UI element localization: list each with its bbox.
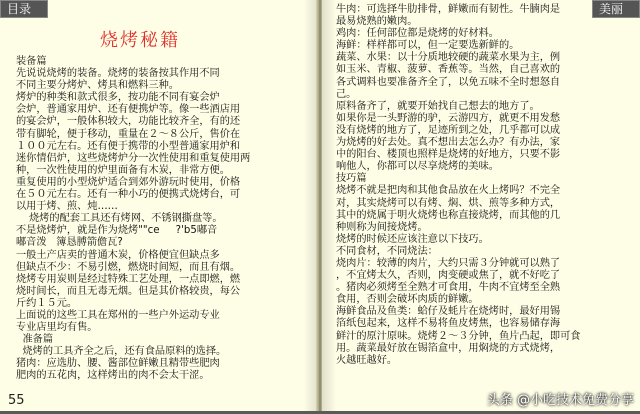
- text-line: 烧烤不就是把肉和其他食品放在火上烤吗？不完全: [336, 185, 561, 197]
- back-tab[interactable]: 美丽: [592, 0, 640, 18]
- text-line: 嘟音泼 簿恳膊箭儋瓦?: [16, 237, 123, 249]
- text-line: 如果你是一头野游的驴，云游四方，就更不用发愁: [336, 112, 561, 124]
- text-line: 烧烤的配套工具还有烤网、不锈钢撕盘等。: [16, 213, 223, 225]
- text-line: 为烧烤的好去处。真不想出去怎么办？有办法，家: [336, 137, 561, 149]
- text-line: 专业店里均有售。: [16, 322, 98, 334]
- watermark: 头条 @小吃技术免费分享: [486, 393, 634, 408]
- text-line: 最易烧熟的嫩肉。: [336, 16, 418, 28]
- text-line: 技巧篇: [336, 173, 367, 185]
- text-line: 烧烤的工具齐全之后，还有食品原料的选择。: [16, 346, 227, 358]
- text-line: 带有脚轮，便于移动，重量在２～８公斤，售价在: [16, 128, 241, 140]
- text-line: 如玉米、青椒、菠萝、香蕉等。当然，自己喜欢的: [336, 64, 561, 76]
- text-line: 装备篇: [16, 56, 47, 67]
- text-line: 没有烧烤的地方了，足迹所到之处，几乎都可以成: [336, 124, 561, 136]
- text-line: 对，其实烧烤可以有烤、焖、烘、煎等多种方式，: [336, 197, 561, 209]
- text-line: 鸡肉：任何部位都是烧烤的好材料。: [336, 28, 499, 40]
- text-line: 会炉，普通家用炉、还有便携炉等。像一些酒店用: [16, 104, 241, 116]
- text-line: １００元左右。还有便于携带的小型普通家用炉和: [16, 140, 241, 152]
- text-line: 烧烤的时候还应该注意以下技巧。: [336, 233, 489, 245]
- text-line: 烧烤专用炭则是经过特殊工艺处理，一点即燃，燃: [16, 273, 241, 285]
- text-line: 用。蔬菜最好放在锡箔盒中，用焖烧的方式烧烤，: [336, 342, 561, 354]
- text-line: 中的阳台、楼顶也照样是烧烤的好地方，只要不影: [336, 149, 561, 161]
- text-line: 准备篇: [16, 334, 54, 346]
- text-line: 以用于烤、煎、炖……: [16, 201, 118, 213]
- text-line: 箔纸包起来，这样不易将鱼皮烤焦，也容易储存海: [336, 318, 561, 330]
- text-line: 斤约１５元。: [16, 297, 78, 309]
- text-line: ，不宜烤太久，否则，肉变硬或焦了，就不好吃了: [336, 270, 561, 282]
- text-line: 种则称为间接烧烤。: [336, 221, 428, 233]
- text-line: 先说说烧烤的装备。烧烤的装备按其作用不同: [16, 68, 220, 80]
- text-line: 种，一次性使用的炉里面备有木炭，非常方便。: [16, 164, 230, 176]
- text-line: 不同主要分烤炉、烤具和燃料三种。: [16, 80, 179, 92]
- text-line: 猪肉：应选肋、腰、酱部位鲜嫩且精带些肥肉: [16, 358, 220, 370]
- right-page-text: [336, 4, 581, 367]
- text-line: 原料备齐了，就要开始找自己想去的地方了。: [336, 100, 540, 112]
- page-number: 55: [8, 393, 25, 408]
- right-page: [322, 0, 640, 414]
- text-line: 在５０元左右。还有一种小巧的便携式烧烤台，可: [16, 189, 241, 201]
- text-line: 。猪肉必须烤至全熟才可食用，牛肉不宜烤至全熟: [336, 282, 561, 294]
- text-line: 的宴会炉，一般体积较大，功能比较齐全，有的还: [16, 116, 241, 128]
- text-line: 鲜汁的原汁原味。烧烤２～３分钟，鱼片凸起，即可食: [336, 330, 581, 342]
- text-line: 上面说的这些工具在郑州的一些户外运动专业: [16, 309, 220, 321]
- text-line: 肥肉的五花肉，这样烤出的肉不会太干涩。: [16, 370, 210, 382]
- left-page: [0, 0, 318, 414]
- text-line: 其中的烧属于明火烧烤也称直接烧烤，而其他的几: [336, 209, 561, 221]
- text-line: 食用，否则会破坏肉质的鲜嫩。: [336, 294, 479, 306]
- text-line: 烧时间长，而且无毒无烟。但是其价格较贵，每公: [16, 285, 241, 297]
- text-line: 烤炉的种类和款式很多，按功能不同有宴会炉: [16, 92, 220, 104]
- text-line: 响他人，你都可以尽享烧烤的美味。: [336, 161, 499, 173]
- text-line: 火越旺越好。: [336, 354, 398, 366]
- text-line: 牛肉：可选择牛肋排骨，鲜嫩而有韧性。牛腩肉是: [336, 4, 561, 15]
- text-line: 但缺点不少：不易引燃，燃烧时间短，而且有烟。: [16, 261, 241, 273]
- left-page-text: [16, 56, 250, 383]
- text-line: 蔬菜、水果：以十分质地较硬的蔬菜水果为主，例: [336, 52, 561, 64]
- text-line: 不同食材，不同烧法：: [336, 245, 438, 257]
- text-line: 烧肉片：较薄的肉片，大约只需３分钟就可以熟了: [336, 257, 561, 269]
- text-line: 各式调料也要准备齐全了，以免五味不全时想怒自: [336, 76, 561, 88]
- text-line: 不是烧烤炉，就是作为烧烤""ce ?'b5嘟音: [16, 225, 218, 237]
- page-shadow: [322, 0, 336, 414]
- page-title: 烧烤秘籍: [100, 30, 180, 51]
- toc-tab[interactable]: 目录: [0, 0, 48, 18]
- text-line: 重复使用的小型烧炉适合到郊外游玩时使用，价格: [16, 176, 241, 188]
- text-line: 己。: [336, 88, 357, 100]
- text-line: 一般土产店卖的普通木炭，价格便宜但缺点多: [16, 249, 220, 261]
- text-line: 海鲜：样样都可以，但一定要选新鲜的。: [336, 40, 520, 52]
- text-line: 迷你情侣炉，这些烧烤炉分一次性使用和重复使用两: [16, 152, 251, 164]
- text-line: 海鲜食品及鱼类：蛤仔及蚝片在烧烤时，最好用锡: [336, 306, 561, 318]
